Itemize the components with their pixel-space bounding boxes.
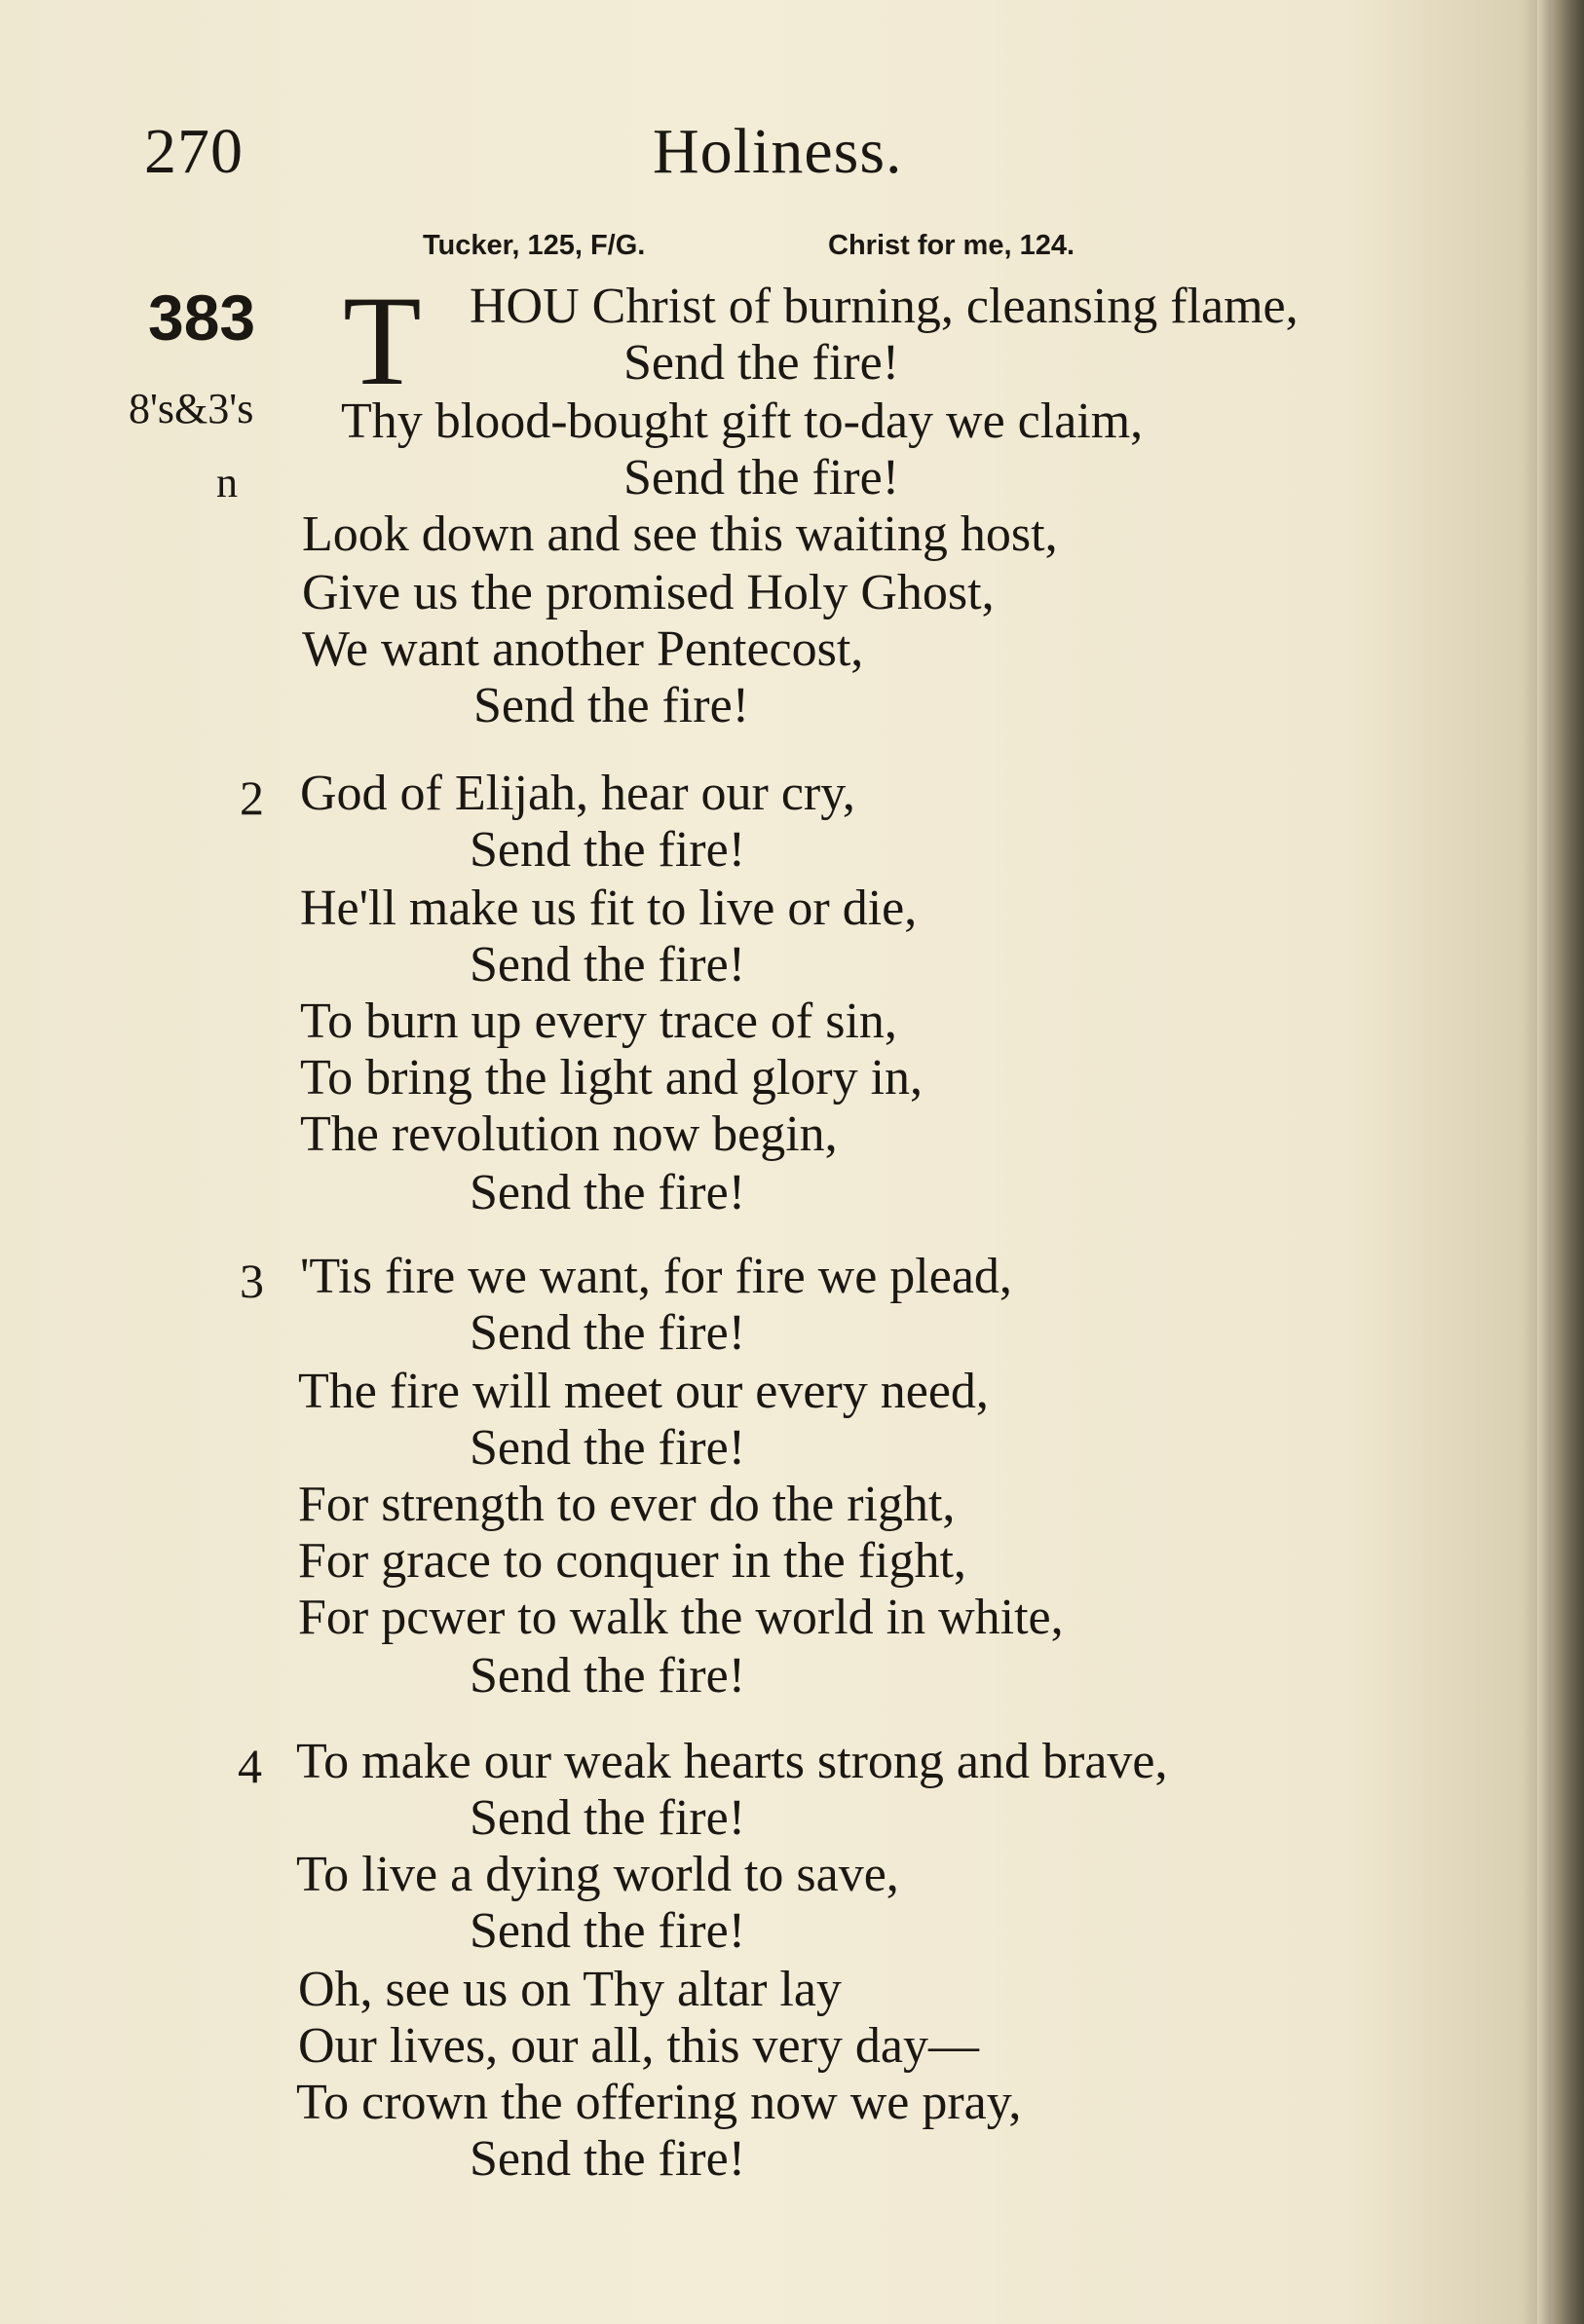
- verse-4-number: 4: [238, 1739, 262, 1793]
- drop-cap: T: [343, 269, 422, 412]
- verse-3-refrain: Send the fire!: [470, 1305, 746, 1361]
- verse-1-line-6: Give us the promised Holy Ghost,: [302, 565, 995, 620]
- verse-2-refrain: Send the fire!: [470, 1165, 746, 1220]
- verse-2-refrain: Send the fire!: [470, 937, 746, 993]
- verse-3-refrain: Send the fire!: [470, 1648, 746, 1704]
- verse-4-line-3: To live a dying world to save,: [296, 1847, 899, 1902]
- tune-reference-left: Tucker, 125, F/G.: [423, 230, 646, 261]
- verse-2-line-3: He'll make us fit to live or die,: [300, 881, 918, 936]
- verse-1-refrain: Send the fire!: [473, 678, 750, 733]
- verse-4-line-5: Oh, see us on Thy altar lay: [298, 1962, 842, 2017]
- verse-4-line-7: To crown the offering now we pray,: [296, 2075, 1022, 2130]
- key-mark: n: [216, 459, 238, 506]
- page-gutter: [1537, 0, 1551, 2324]
- hymn-meter: 8's&3's: [129, 385, 254, 432]
- section-title: Holiness.: [653, 116, 903, 187]
- verse-1-refrain: Send the fire!: [623, 450, 900, 506]
- verse-2-line-6: To bring the light and glory in,: [300, 1050, 924, 1106]
- verse-1-refrain: Send the fire!: [623, 335, 900, 391]
- verse-1-line-1: HOU Christ of burning, cleansing flame,: [470, 279, 1299, 334]
- verse-2-line-5: To burn up every trace of sin,: [300, 993, 897, 1049]
- verse-3-line-5: For strength to ever do the right,: [298, 1477, 956, 1532]
- hymn-number: 383: [148, 281, 256, 354]
- book-spine: [1551, 0, 1584, 2324]
- page-number: 270: [144, 116, 244, 187]
- verse-2-line-1: God of Elijah, hear our cry,: [300, 766, 855, 821]
- verse-3-line-7: For pcwer to walk the world in white,: [298, 1590, 1064, 1645]
- verse-4-refrain: Send the fire!: [470, 1903, 746, 1959]
- verse-3-line-6: For grace to conquer in the fight,: [298, 1533, 966, 1589]
- verse-1-line-7: We want another Pentecost,: [302, 621, 864, 677]
- verse-1-line-5: Look down and see this waiting host,: [302, 506, 1058, 562]
- verse-3-refrain: Send the fire!: [470, 1420, 746, 1476]
- verse-3-number: 3: [240, 1254, 264, 1308]
- verse-2-refrain: Send the fire!: [470, 822, 746, 878]
- verse-1-line-3: Thy blood-bought gift to-day we claim,: [341, 394, 1144, 449]
- verse-4-refrain: Send the fire!: [470, 1790, 746, 1846]
- tune-reference-right: Christ for me, 124.: [828, 230, 1075, 261]
- verse-4-refrain: Send the fire!: [470, 2131, 746, 2187]
- verse-3-line-1: 'Tis fire we want, for fire we plead,: [300, 1249, 1012, 1304]
- verse-2-number: 2: [240, 770, 264, 825]
- verse-2-line-7: The revolution now begin,: [300, 1106, 838, 1162]
- verse-4-line-6: Our lives, our all, this very day—: [298, 2018, 979, 2074]
- verse-4-line-1: To make our weak hearts strong and brave,: [296, 1734, 1168, 1789]
- verse-3-line-3: The fire will meet our every need,: [298, 1364, 989, 1419]
